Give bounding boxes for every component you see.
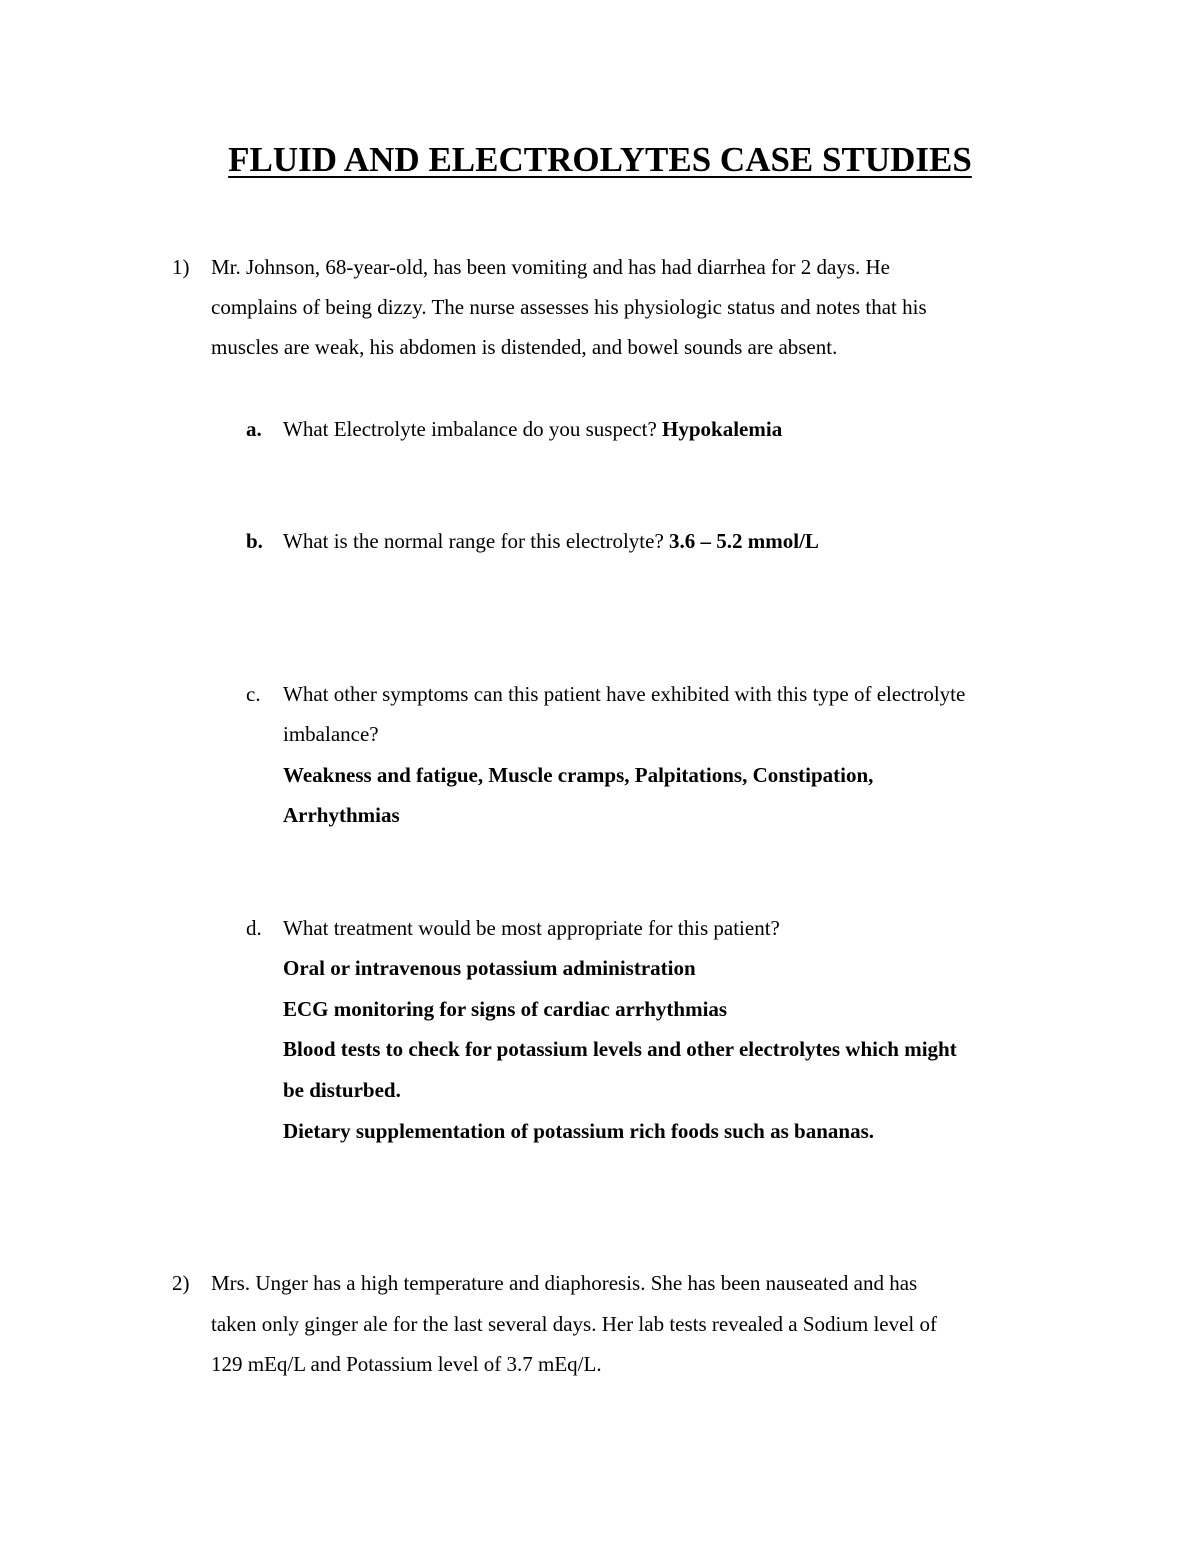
question-c-label: c. bbox=[246, 682, 261, 706]
question-a bbox=[283, 409, 782, 449]
question-d-answer-line-1: Oral or intravenous potassium administration bbox=[283, 956, 696, 980]
document-title: FLUID AND ELECTROLYTES CASE STUDIES bbox=[228, 140, 972, 179]
question-b-label: b. bbox=[246, 529, 263, 553]
case-2-number: 2) bbox=[172, 1271, 190, 1295]
question-a-answer: Hypokalemia bbox=[662, 417, 783, 441]
question-c-answer-line-2: Arrhythmias bbox=[283, 803, 400, 827]
question-d-answer-line-3: Blood tests to check for potassium levels and other electrolytes which might bbox=[283, 1037, 957, 1061]
case-2-line-1: Mrs. Unger has a high temperature and diaphoresis. She has been nauseated and has bbox=[211, 1271, 918, 1295]
question-d-text: What treatment would be most appropriate for this patient? bbox=[283, 916, 780, 940]
question-a-text: What Electrolyte imbalance do you suspect? bbox=[283, 417, 657, 441]
case-1-line-3: muscles are weak, his abdomen is distended, and bowel sounds are absent. bbox=[211, 335, 838, 359]
question-b-text: What is the normal range for this electrolyte? bbox=[283, 529, 664, 553]
case-1-line-1: Mr. Johnson, 68-year-old, has been vomiting and has had diarrhea for 2 days. He bbox=[211, 255, 890, 279]
question-c-answer-line-1: Weakness and fatigue, Muscle cramps, Palpitations, Constipation, bbox=[283, 763, 874, 787]
question-d-answer-line-2: ECG monitoring for signs of cardiac arrhythmias bbox=[283, 997, 728, 1021]
case-1-line-2: complains of being dizzy. The nurse assesses his physiologic status and notes that his bbox=[211, 295, 927, 319]
question-c-text-line-2: imbalance? bbox=[283, 722, 379, 746]
case-2-line-2: taken only ginger ale for the last several days. Her lab tests revealed a Sodium level of bbox=[211, 1312, 937, 1336]
question-d-answer-line-4: be disturbed. bbox=[283, 1078, 401, 1102]
question-d-label: d. bbox=[246, 916, 262, 940]
question-b bbox=[283, 521, 819, 561]
question-b-answer: 3.6 – 5.2 mmol/L bbox=[669, 529, 819, 553]
question-c-text-line-1: What other symptoms can this patient have exhibited with this type of electrolyte bbox=[283, 682, 966, 706]
question-a-label: a. bbox=[246, 417, 262, 441]
case-1-number: 1) bbox=[172, 255, 190, 279]
question-d-answer-line-5: Dietary supplementation of potassium rich foods such as bananas. bbox=[283, 1119, 874, 1143]
case-2-line-3: 129 mEq/L and Potassium level of 3.7 mEq/L. bbox=[211, 1352, 602, 1376]
